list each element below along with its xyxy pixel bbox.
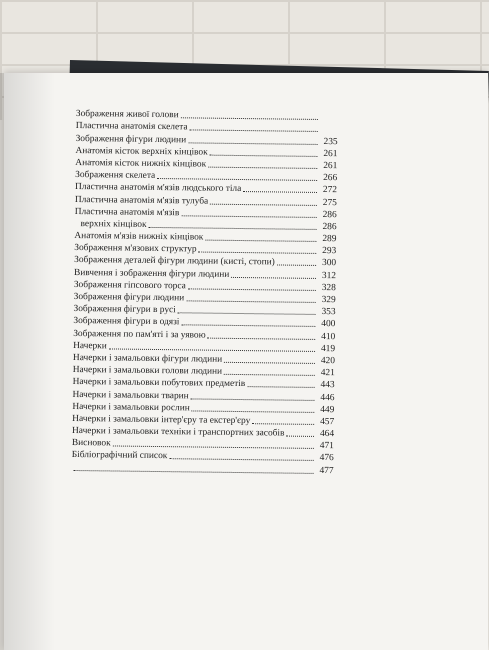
toc-entry-title: Висновок bbox=[71, 438, 111, 449]
toc-entry-page-number: 289 bbox=[322, 234, 337, 245]
toc-entry-page-number: 446 bbox=[320, 392, 335, 403]
toc-entry-title: Анатомія м'язів нижніх кінцівок bbox=[74, 231, 204, 243]
toc-leader-dots bbox=[247, 386, 314, 388]
toc-entry-title: Зображення деталей фігури людини (кисті, стопи) bbox=[74, 255, 275, 268]
toc-leader-dots bbox=[199, 252, 317, 254]
toc-leader-dots bbox=[181, 117, 318, 120]
toc-leader-dots bbox=[277, 265, 316, 266]
toc-leader-dots bbox=[224, 374, 315, 376]
toc-entry-title: Начерки і замальовки фігури людини bbox=[72, 352, 223, 365]
toc-entry-page-number: 400 bbox=[321, 319, 336, 330]
toc-entry-page-number: 261 bbox=[323, 160, 338, 172]
toc-leader-dots bbox=[224, 362, 315, 364]
toc-entry-title: Зображення фігури в одязі bbox=[73, 316, 180, 328]
toc-entry-title: Начерки і замальовки техніки і транспортних засобів bbox=[71, 426, 285, 439]
toc-entry-title: Анатомія кісток верхніх кінцівок bbox=[75, 145, 208, 158]
toc-entry-title: Начерки і замальовки рослин bbox=[72, 401, 190, 414]
toc-entry-page-number: 235 bbox=[323, 136, 338, 147]
toc-entry-title: Вивчення і зображення фігури людини bbox=[73, 267, 230, 280]
toc-entry-page-number: 293 bbox=[322, 246, 337, 257]
table-of-contents bbox=[72, 108, 338, 477]
toc-leader-dots bbox=[205, 240, 316, 242]
toc-entry-page-number: 275 bbox=[322, 197, 337, 208]
toc-entry-page-number: 353 bbox=[321, 307, 336, 318]
toc-entry-title: верхніх кінцівок bbox=[80, 218, 147, 230]
toc-entry-page-number: 300 bbox=[321, 258, 337, 269]
toc-leader-dots bbox=[192, 410, 315, 412]
toc-entry-page-number: 328 bbox=[321, 282, 336, 293]
toc-leader-dots bbox=[189, 130, 317, 133]
toc-entry-title: Зображення живої голови bbox=[75, 109, 179, 121]
toc-entry-title: Зображення гіпсового торса bbox=[73, 279, 186, 292]
toc-leader-dots bbox=[169, 459, 313, 462]
toc-entry-title: Начерки і замальовки тварин bbox=[72, 389, 189, 401]
toc-entry-title: Пластична анатомія м'язів тулуба bbox=[74, 194, 209, 207]
toc-leader-dots bbox=[178, 312, 316, 315]
toc-leader-dots bbox=[186, 300, 316, 303]
toc-leader-dots bbox=[210, 154, 318, 156]
toc-entry-title: Начерки bbox=[73, 340, 107, 352]
toc-entry-title: Анатомія кісток нижніх кінцівок bbox=[75, 157, 207, 170]
toc-entry-page-number: 421 bbox=[320, 368, 335, 379]
toc-entry-page-number: 261 bbox=[323, 148, 338, 159]
toc-leader-dots bbox=[109, 348, 315, 352]
toc-leader-dots bbox=[191, 398, 315, 401]
toc-leader-dots bbox=[286, 436, 314, 437]
toc-entry-title: Пластична анатомія скелета bbox=[75, 121, 188, 133]
toc-entry-page-number: 457 bbox=[320, 416, 335, 428]
toc-entry-title: Зображення фігури людини bbox=[75, 133, 187, 145]
toc-entry-page-number: 476 bbox=[319, 453, 334, 464]
toc-entry-page-number: 477 bbox=[319, 465, 334, 476]
toc-leader-dots bbox=[181, 215, 316, 218]
toc-entry-page-number: 410 bbox=[321, 331, 336, 342]
toc-leader-dots bbox=[208, 337, 316, 339]
toc-entry-title: Пластична анатомія м'язів bbox=[74, 206, 180, 218]
toc-entry-title: Зображення фігури людини bbox=[73, 291, 185, 304]
toc-leader-dots bbox=[113, 446, 314, 449]
toc-entry-page-number: 272 bbox=[322, 185, 338, 196]
toc-entry-title: Зображення по пам'яті і за уявою bbox=[73, 328, 206, 341]
toc-entry-title: Бібліографічний список bbox=[71, 450, 168, 462]
toc-leader-dots bbox=[243, 191, 317, 193]
toc-leader-dots bbox=[208, 167, 317, 169]
toc-entry-page-number: 329 bbox=[321, 295, 336, 306]
toc-entry-page-number: 420 bbox=[320, 355, 335, 367]
toc-leader-dots bbox=[188, 288, 316, 291]
toc-entry-page-number: 464 bbox=[319, 429, 335, 440]
toc-entry-page-number: 286 bbox=[322, 209, 337, 220]
toc-leader-dots bbox=[210, 203, 317, 205]
toc-entry-page-number: 471 bbox=[319, 441, 334, 452]
toc-leader-dots bbox=[252, 423, 314, 425]
page-gutter-shadow bbox=[0, 73, 55, 650]
toc-entry-title: Пластична анатомія м'язів людського тіла bbox=[74, 182, 242, 195]
toc-entry-title: Зображення фігури в русі bbox=[73, 304, 176, 316]
toc-leader-dots bbox=[188, 142, 318, 145]
toc-entry-page-number: 312 bbox=[321, 270, 337, 281]
toc-leader-dots bbox=[231, 277, 316, 279]
toc-leader-dots bbox=[181, 325, 315, 328]
toc-entry-page-number: 419 bbox=[320, 343, 336, 354]
toc-entry-title: Начерки і замальовки інтер'єру та екстер'єру bbox=[72, 413, 251, 427]
toc-entry-title: Начерки і замальовки голови людини bbox=[72, 365, 223, 377]
toc-entry-title: Начерки і замальовки побутових предметів bbox=[72, 377, 246, 390]
toc-leader-dots bbox=[149, 227, 317, 230]
toc-entry-title: Зображення скелета bbox=[75, 170, 156, 182]
toc-entry-page-number: 449 bbox=[320, 404, 335, 415]
toc-leader-dots bbox=[74, 470, 314, 474]
toc-entry-page-number: 266 bbox=[323, 173, 338, 184]
toc-entry-title: Зображення м'язових структур bbox=[74, 243, 197, 255]
toc-entry-page-number: 443 bbox=[320, 380, 335, 391]
toc-entry-page-number: 286 bbox=[322, 221, 337, 233]
toc-leader-dots bbox=[157, 178, 317, 181]
